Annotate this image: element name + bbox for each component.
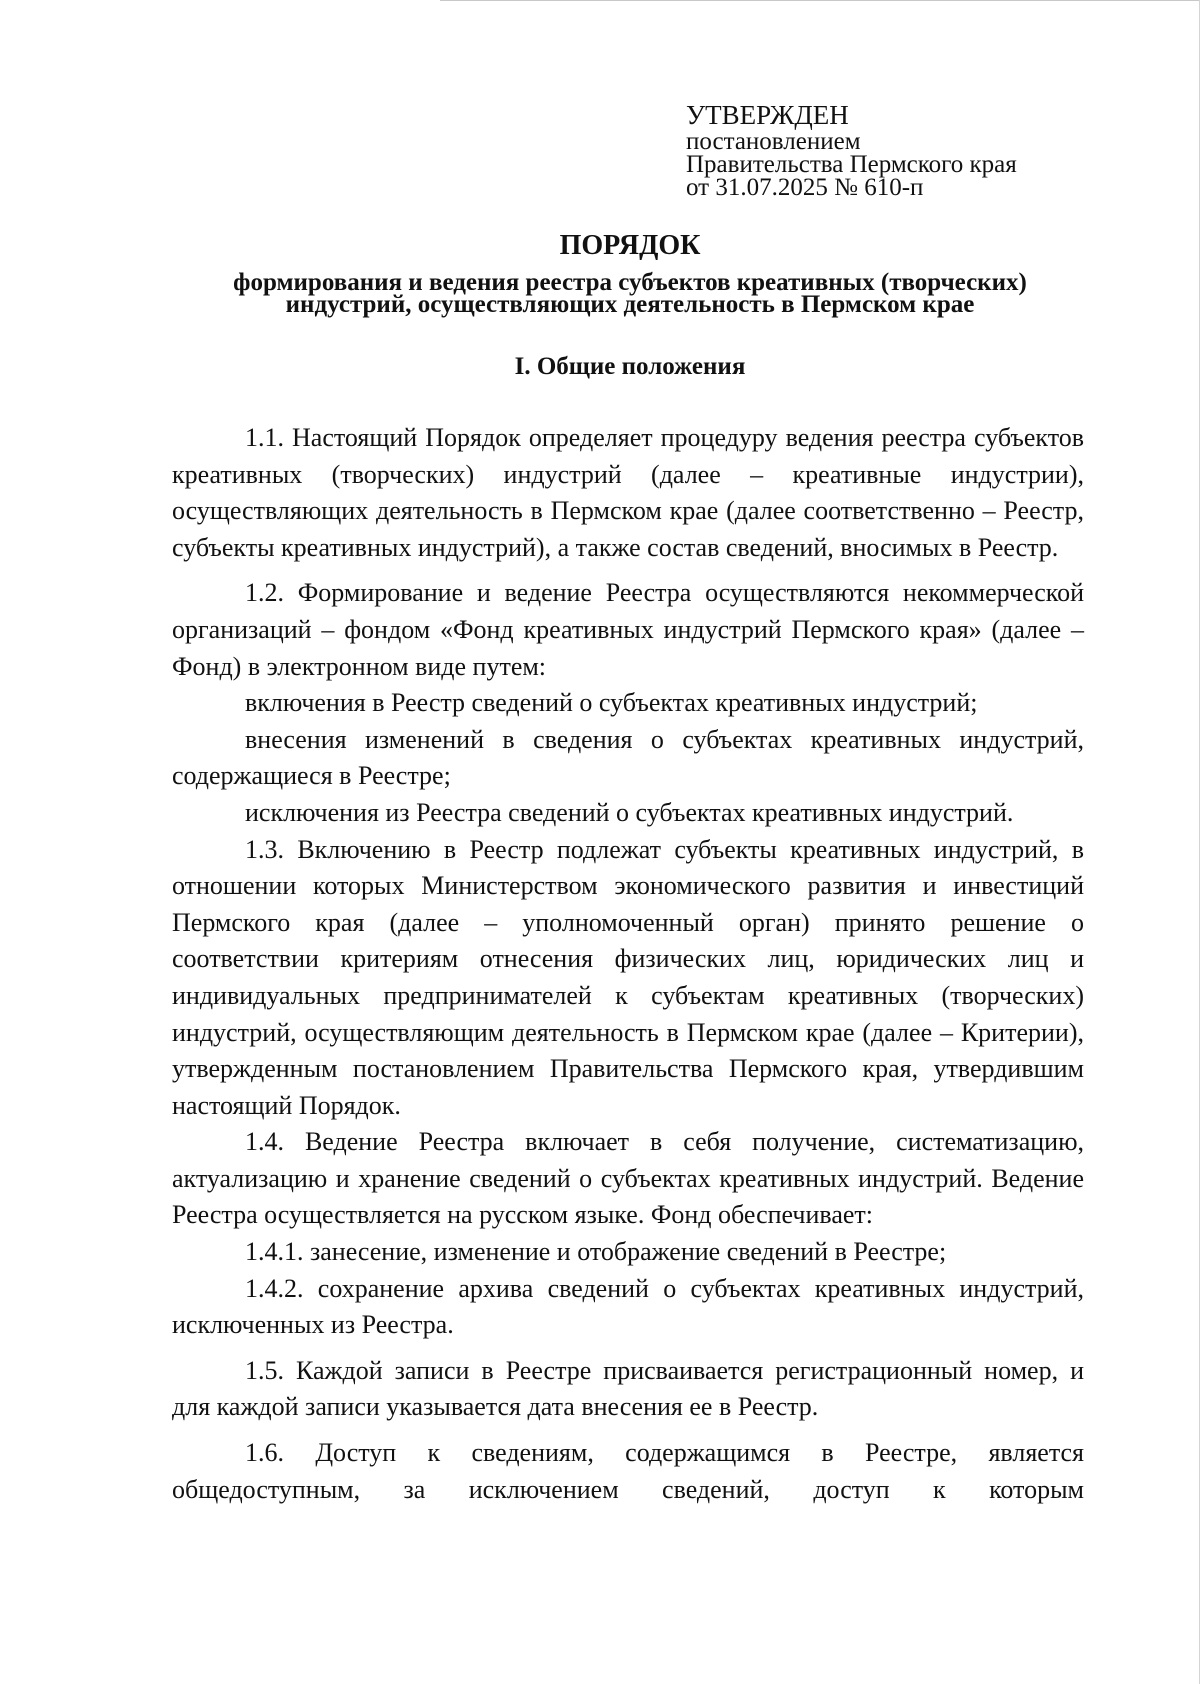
list-item: внесения изменений в сведения о субъектах креативных индустрий, содержащиеся в Реестре; xyxy=(172,724,1084,791)
approval-line: Правительства Пермского края xyxy=(686,151,1017,178)
approval-stamp xyxy=(686,100,1106,199)
paragraph-1-2: 1.2. Формирование и ведение Реестра осуществляются некоммерческой организаций – фондом «Фонд креативных индустрий Пермского края» (далее – Фонд) в электронном виде путем: xyxy=(172,578,1084,681)
paragraph-1-4-1: 1.4.1. занесение, изменение и отображение сведений в Реестре; xyxy=(245,1237,947,1267)
paragraph-1-3: 1.3. Включению в Реестр подлежат субъекты креативных индустрий, в отношении которых Министерством экономического развития и инвестиций Пермского края (далее – уполномоченный орган) принято решение о соответствии критериям отнесения физических лиц, юридических лиц и индивидуальных предпринимателей к субъектам креативных (творческих) индустрий, осуществляющим деятельность в Пермском крае (далее – Критерии), утвержденным постановлением Правительства Пермского края, утвердившим настоящий Порядок. xyxy=(172,834,1084,1120)
paragraph-1-6: 1.6. Доступ к сведениям, содержащимся в Реестре, является общедоступным, за исключением сведений, доступ к которым xyxy=(172,1438,1084,1504)
paragraph-1-4: 1.4. Ведение Реестра включает в себя получение, систематизацию, актуализацию и хранение сведений о субъектах креативных индустрий. Ведение Реестра осуществляется на русском языке. Фонд обеспечивает: xyxy=(172,1127,1084,1230)
list-item: включения в Реестр сведений о субъектах креативных индустрий; xyxy=(245,688,978,718)
approval-line: от 31.07.2025 № 610-п xyxy=(686,174,924,201)
document-subtitle-line: формирования и ведения реестра субъектов креативных (творческих) xyxy=(233,269,1027,296)
paragraph-1-5: 1.5. Каждой записи в Реестре присваивается регистрационный номер, и для каждой записи указывается дата внесения ее в Реестр. xyxy=(172,1355,1084,1422)
document-subtitle-line: индустрий, осуществляющих деятельность в Пермском крае xyxy=(285,291,975,318)
document-body xyxy=(172,420,1084,1508)
section-heading: I. Общие положения xyxy=(514,353,746,380)
paragraph-1-1: 1.1. Настоящий Порядок определяет процедуру ведения реестра субъектов креативных (творческих) индустрий (далее – креативные индустрии), осуществляющих деятельность в Пермском крае (далее соответственно – Реестр, субъекты креативных индустрий), а также состав сведений, вносимых в Реестр. xyxy=(172,423,1084,562)
document-title: ПОРЯДОК xyxy=(559,230,701,261)
paragraph-1-4-2: 1.4.2. сохранение архива сведений о субъектах креативных индустрий, исключенных из Реестра. xyxy=(172,1273,1084,1340)
document-subtitle xyxy=(150,269,1110,318)
approval-title: УТВЕРЖДЕН xyxy=(686,100,849,130)
approval-line: постановлением xyxy=(686,128,861,155)
list-item: исключения из Реестра сведений о субъектах креативных индустрий. xyxy=(245,797,1014,827)
scan-edge-top xyxy=(440,0,1200,1)
